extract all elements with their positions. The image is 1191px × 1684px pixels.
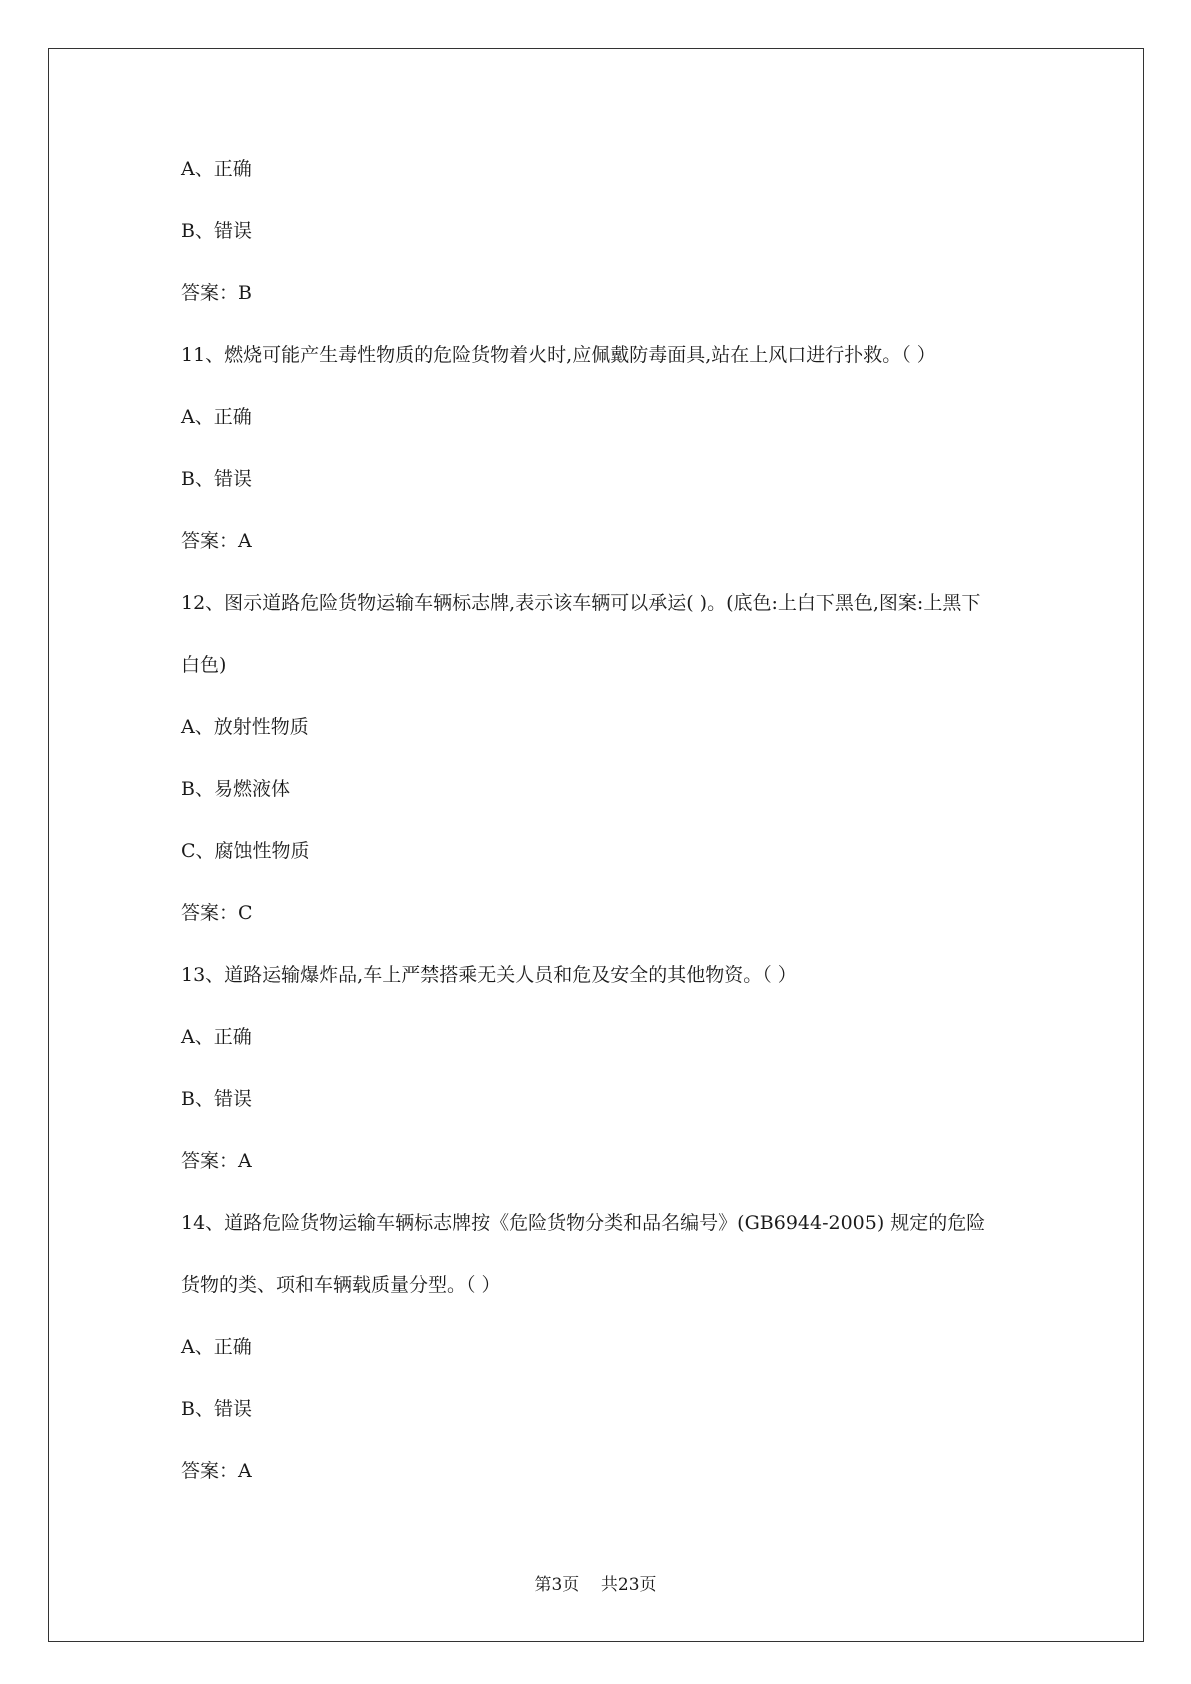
option-line: A、正确 bbox=[181, 1026, 252, 1048]
answer-line: 答案：A bbox=[181, 1460, 252, 1482]
option-line: B、错误 bbox=[181, 1398, 252, 1420]
option-line: B、错误 bbox=[181, 1088, 252, 1110]
option-line: B、错误 bbox=[181, 220, 252, 242]
question-line: 14、道路危险货物运输车辆标志牌按《危险货物分类和品名编号》(GB6944-2005) 规定的危险 bbox=[181, 1212, 986, 1234]
answer-line: 答案：B bbox=[181, 282, 252, 304]
option-line: B、错误 bbox=[181, 468, 252, 490]
page-footer bbox=[0, 1574, 1191, 1596]
option-line: A、放射性物质 bbox=[181, 716, 309, 738]
option-line: A、正确 bbox=[181, 406, 252, 428]
option-line: A、正确 bbox=[181, 158, 252, 180]
option-line: A、正确 bbox=[181, 1336, 252, 1358]
question-line-continued: 货物的类、项和车辆载质量分型。（ ） bbox=[181, 1274, 501, 1296]
answer-line: 答案：A bbox=[181, 530, 252, 552]
question-line: 12、图示道路危险货物运输车辆标志牌,表示该车辆可以承运( )。(底色:上白下黑色,图案:上黑下 bbox=[181, 592, 981, 614]
question-line: 13、道路运输爆炸品,车上严禁搭乘无关人员和危及安全的其他物资。（ ） bbox=[181, 964, 797, 986]
option-line: B、易燃液体 bbox=[181, 778, 290, 800]
answer-line: 答案：C bbox=[181, 902, 253, 924]
document-body bbox=[181, 156, 1021, 1485]
question-line: 11、燃烧可能产生毒性物质的危险货物着火时,应佩戴防毒面具,站在上风口进行扑救。（ ） bbox=[181, 344, 936, 366]
page-total: 共23页 bbox=[600, 1575, 657, 1595]
question-line-continued: 白色) bbox=[181, 654, 227, 676]
page-number: 第3页 bbox=[534, 1575, 580, 1595]
answer-line: 答案：A bbox=[181, 1150, 252, 1172]
option-line: C、腐蚀性物质 bbox=[181, 840, 310, 862]
